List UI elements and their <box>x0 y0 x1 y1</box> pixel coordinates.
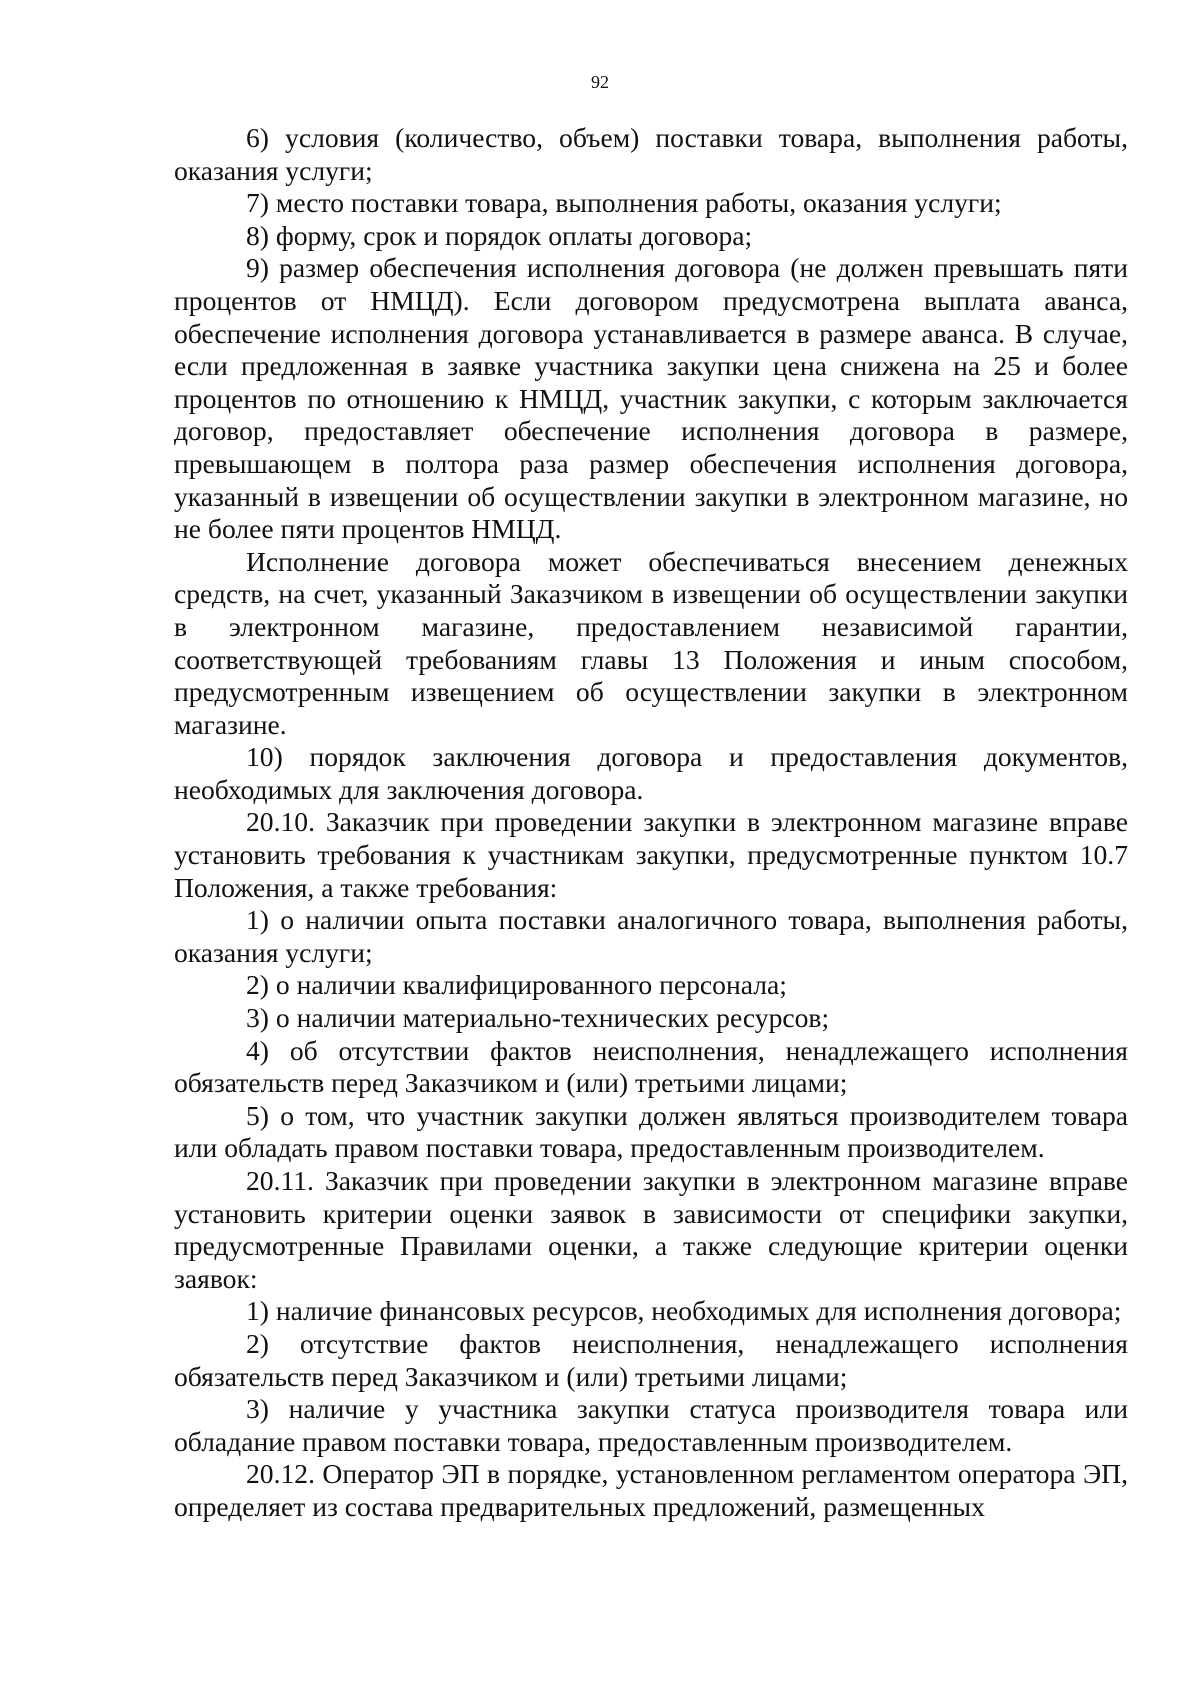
paragraph-criterion-2: 2) отсутствие фактов неисполнения, ненадлежащего исполнения обязательств перед Заказчиком и (или) третьими лицами; <box>174 1327 1128 1392</box>
page-number: 92 <box>591 72 609 92</box>
paragraph-requirement-1: 1) о наличии опыта поставки аналогичного товара, выполнения работы, оказания услуги; <box>174 904 1128 968</box>
paragraph-item-6: 6) условия (количество, объем) поставки товара, выполнения работы, оказания услуги; <box>174 122 1128 186</box>
document-body <box>174 122 1128 1524</box>
paragraph-criterion-3: 3) наличие у участника закупки статуса производителя товара или обладание правом поставки товара, предоставленным производителем. <box>174 1393 1128 1457</box>
paragraph-requirement-3: 3) о наличии материально-технических ресурсов; <box>246 1002 830 1034</box>
paragraph-20-11: 20.11. Заказчик при проведении закупки в электронном магазине вправе установить критерии оценки заявок в зависимости от специфики закупки, предусмотренные Правилами оценки, а также следующие критерии оценки заявок: <box>174 1165 1128 1294</box>
paragraph-requirement-5: 5) о том, что участник закупки должен являться производителем товара или обладать правом поставки товара, предоставленным производителем. <box>174 1099 1128 1164</box>
paragraph-item-7: 7) место поставки товара, выполнения работы, оказания услуги; <box>246 187 1002 219</box>
paragraph-contract-security: Исполнение договора может обеспечиваться внесением денежных средств, на счет, указанный Заказчиком в извещении об осуществлении закупки в электронном магазине, предоставлением независимой гарантии, соответствующей требованиям главы 13 Положения и иным способом, предусмотренным извещением об осуществлении закупки в электронном магазине. <box>174 545 1128 740</box>
paragraph-item-10: 10) порядок заключения договора и предоставления документов, необходимых для заключения договора. <box>174 741 1128 805</box>
paragraph-item-9: 9) размер обеспечения исполнения договора (не должен превышать пяти процентов от НМЦД). Если договором предусмотрена выплата аванса, обеспечение исполнения договора устанавливается в размере аванса. В случае, если предложенная в заявке участника закупки цена снижена на 25 и более процентов по отношению к НМЦД, участник закупки, с которым заключается договор, предоставляет обеспечение исполнения договора в размере, превышающем в полтора раза размер обеспечения исполнения договора, указанный в извещении об осуществлении закупки в электронном магазине, но не более пяти процентов НМЦД. <box>174 252 1128 545</box>
paragraph-requirement-2: 2) о наличии квалифицированного персонала; <box>246 969 787 1001</box>
paragraph-criterion-1: 1) наличие финансовых ресурсов, необходимых для исполнения договора; <box>246 1295 1122 1327</box>
paragraph-20-12: 20.12. Оператор ЭП в порядке, установленном регламентом оператора ЭП, определяет из состава предварительных предложений, размещенных <box>174 1458 1128 1522</box>
paragraph-20-10: 20.10. Заказчик при проведении закупки в электронном магазине вправе установить требования к участникам закупки, предусмотренные пунктом 10.7 Положения, а также требования: <box>174 806 1128 903</box>
paragraph-requirement-4: 4) об отсутствии фактов неисполнения, ненадлежащего исполнения обязательств перед Заказчиком и (или) третьими лицами; <box>174 1034 1128 1099</box>
paragraph-item-8: 8) форму, срок и порядок оплаты договора; <box>246 219 753 251</box>
